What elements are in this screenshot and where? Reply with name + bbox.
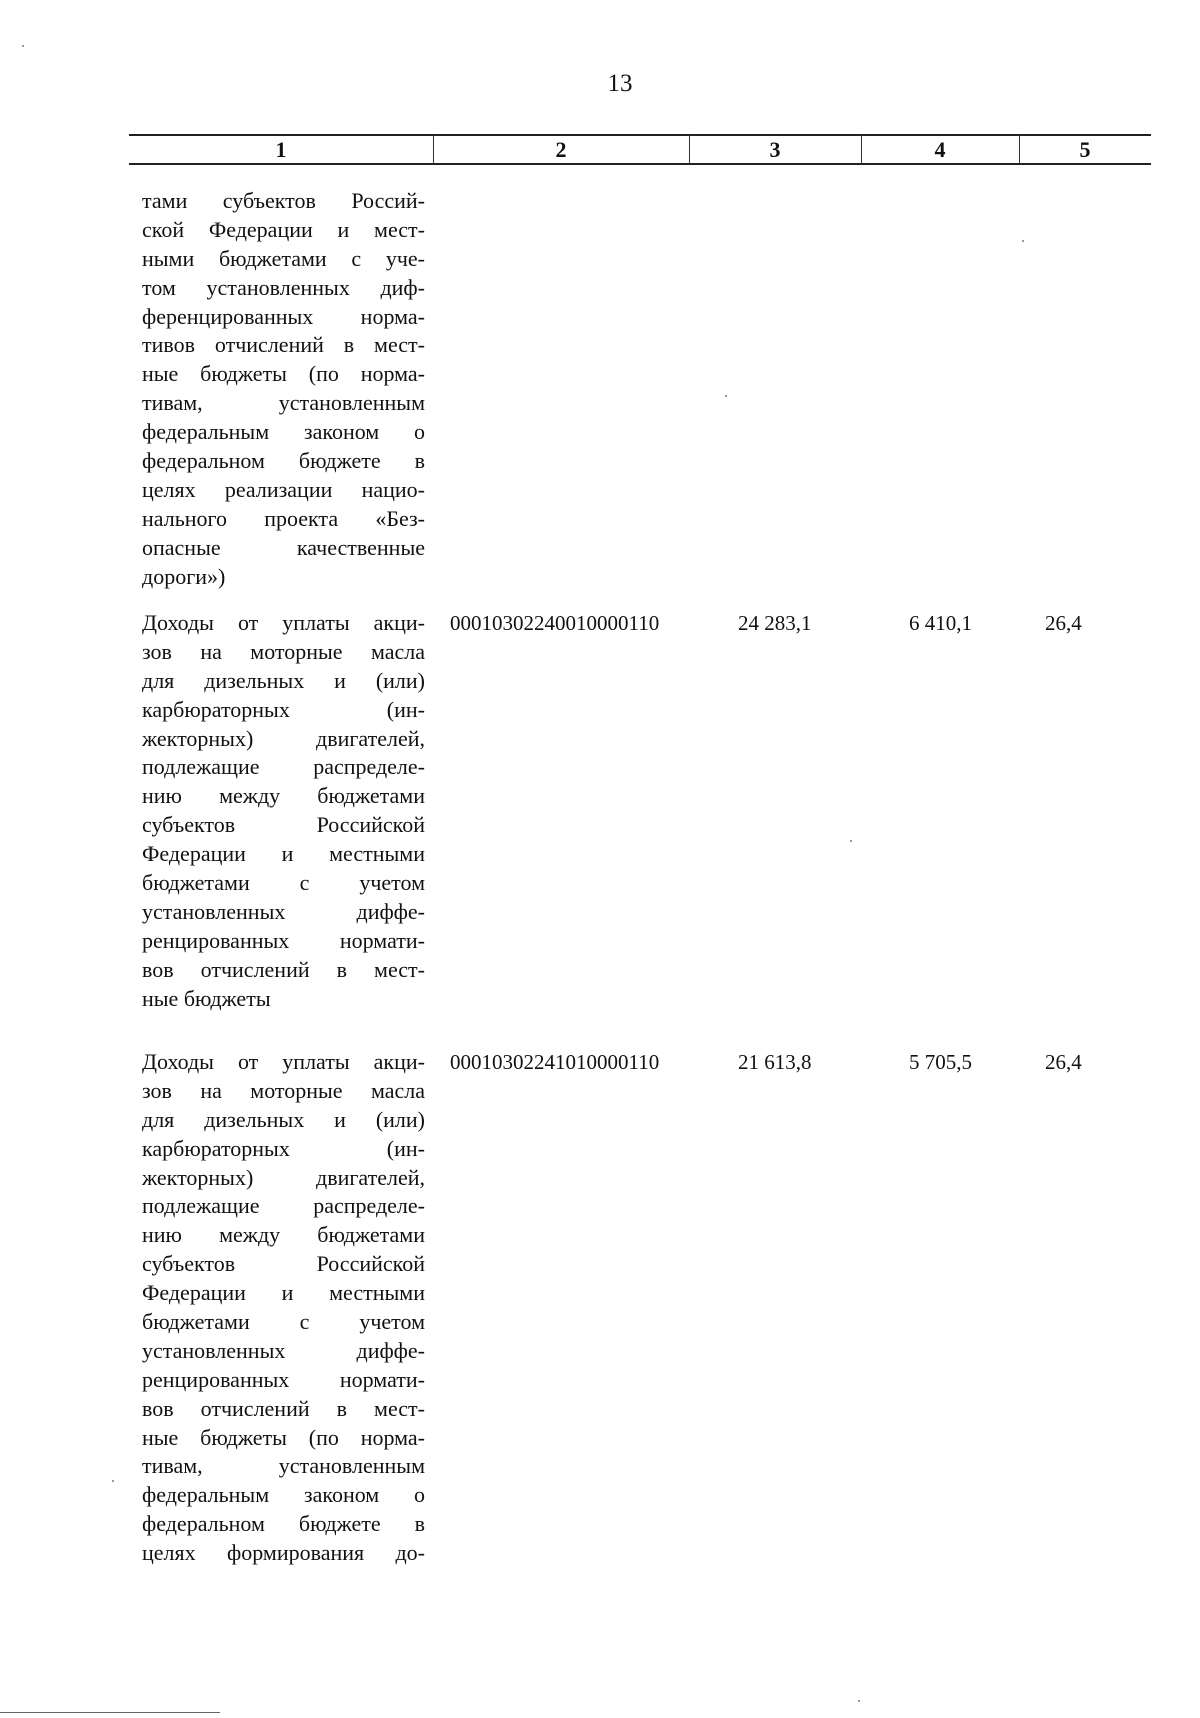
scan-speck [1022,240,1024,242]
table-header-bottom-border [129,163,1151,165]
description-line: ренцированных нормати- [142,927,425,953]
description-line: для дизельных и (или) [142,1106,425,1132]
description-line: тивам, установленным [142,1453,425,1479]
description-line: нального проекта «Без- [142,505,425,531]
header-col-5: 5 [1079,137,1091,162]
description-line: для дизельных и (или) [142,667,425,693]
cell-code: 00010302240010000110 [450,611,660,635]
description-line: целях формирования до- [142,1540,425,1566]
description-line: федеральным законом о [142,419,425,445]
description-line: нию между бюджетами [142,783,425,809]
description-line: целях реализации нацио- [142,476,425,502]
description-line: дороги») [142,563,226,589]
description-line: установленных диффе- [142,1337,425,1363]
cell-col4: 6 410,1 [909,611,972,635]
header-col-3: 3 [769,137,781,162]
description-line: вов отчислений в мест- [142,956,425,982]
description-line: субъектов Российской [142,1251,425,1277]
description-line: федеральным законом о [142,1482,425,1508]
description-line: жекторных) двигателей, [142,725,425,751]
row-description [142,187,425,591]
description-line: Доходы от уплаты акци- [142,610,425,635]
description-line: федеральном бюджете в [142,1511,425,1537]
description-line: том установленных диф- [142,274,425,300]
description-line: ными бюджетами с уче- [142,245,425,271]
description-line: ренцированных нормати- [142,1366,425,1392]
cell-col4: 5 705,5 [909,1050,972,1074]
cell-col3: 24 283,1 [738,611,812,635]
description-line: подлежащие распределе- [142,754,425,780]
cell-col5: 26,4 [1045,611,1082,635]
scan-speck [112,1480,114,1482]
description-line: ные бюджеты (по норма- [142,1424,425,1450]
page-number: 13 [607,70,633,97]
description-line: установленных диффе- [142,898,425,924]
description-line: субъектов Российской [142,812,425,838]
description-line: подлежащие распределе- [142,1193,425,1219]
description-line: жекторных) двигателей, [142,1164,425,1190]
description-line: бюджетами с учетом [142,1309,425,1335]
description-line: бюджетами с учетом [142,870,425,896]
description-line: ные бюджеты [142,985,271,1011]
description-line: Доходы от уплаты акци- [142,1049,425,1074]
scan-speck [858,1700,860,1702]
description-line: опасные качественные [142,534,425,560]
description-line: зов на моторные масла [142,1077,425,1103]
description-line: ные бюджеты (по норма- [142,361,425,387]
scan-speck [22,45,24,47]
description-line: Федерации и местными [142,1280,425,1306]
description-line: ференцированных норма- [142,303,425,329]
header-col-1: 1 [275,137,287,162]
cell-code: 00010302241010000110 [450,1050,660,1074]
cell-col5: 26,4 [1045,1050,1082,1074]
scan-speck [850,840,852,842]
description-line: зов на моторные масла [142,638,425,664]
scan-edge-mark [0,1712,220,1713]
description-line: Федерации и местными [142,841,425,867]
header-col-2: 2 [555,137,567,162]
description-line: вов отчислений в мест- [142,1395,425,1421]
description-line: федеральном бюджете в [142,448,425,474]
description-line: тами субъектов Россий- [142,188,425,213]
description-line: карбюраторных (ин- [142,696,425,722]
description-line: тивам, установленным [142,390,425,416]
description-line: ской Федерации и мест- [142,216,425,242]
scan-speck [725,395,727,397]
table-header-top-border [129,134,1151,136]
header-col-4: 4 [934,137,946,162]
description-line: нию между бюджетами [142,1222,425,1248]
description-line: карбюраторных (ин- [142,1135,425,1161]
cell-col3: 21 613,8 [738,1050,812,1074]
description-line: тивов отчислений в мест- [142,332,425,358]
row-description [142,1048,425,1568]
row-description [142,609,425,1013]
